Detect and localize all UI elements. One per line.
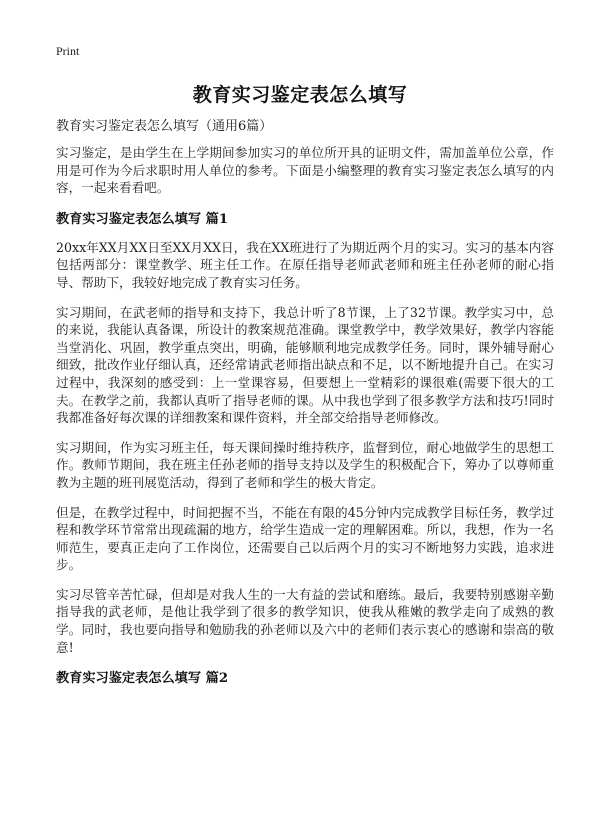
document-body bbox=[56, 118, 554, 698]
print-label: Print bbox=[56, 44, 80, 58]
section-heading-2: 教育实习鉴定表怎么填写 篇2 bbox=[56, 671, 229, 687]
section-1-paragraph-2: 实习期间，在武老师的指导和支持下，我总计听了8节课，上了32节课。教学实习中，总的来说，我能认真备课，所设计的教案规范准确。课堂教学中，教学效果好，教学内容能当堂消化、巩固，教学重点突出，明确，能够顺利地完成教学任务。同时，课外辅导耐心细致，批改作业仔细认真，还经常请武老师指出缺点和不足，以不断地提升自己。在实习过程中，我深刻的感受到：上一堂课容易，但要想上一堂精彩的课很难(需要下很大的工夫。在教学之前，我都认真听了指导老师的课。从中我也学到了很多教学方法和技巧!同时我都准备好每次课的详细教案和课件资料，并全部交给指导老师修改。 bbox=[56, 304, 554, 426]
page-title: 教育实习鉴定表怎么填写 bbox=[192, 84, 408, 106]
document-subtitle: 教育实习鉴定表怎么填写（通用6篇） bbox=[56, 119, 273, 134]
section-1-paragraph-4: 但是，在教学过程中，时间把握不当，不能在有限的45分钟内完成教学目标任务，教学过程和教学环节常常出现疏漏的地方，给学生造成一定的理解困难。所以，我想，作为一名师范生，要真正走向了工作岗位，还需要自己以后两个月的实习不断地努力实践，追求进步。 bbox=[56, 504, 554, 573]
intro-paragraph: 实习鉴定，是由学生在上学期间参加实习的单位所开具的证明文件，需加盖单位公章，作用是可作为今后求职时用人单位的参考。下面是小编整理的教育实习鉴定表怎么填写的内容，一起来看看吧。 bbox=[56, 145, 554, 196]
section-1-paragraph-3: 实习期间，作为实习班主任，每天课间操时维持秩序，监督到位，耐心地做学生的思想工作。教师节期间，我在班主任孙老师的指导支持以及学生的积极配合下，筹办了以尊师重教为主题的班刊展览活动，得到了老师和学生的极大肯定。 bbox=[56, 439, 554, 490]
section-1-paragraph-1: 20xx年XX月XX日至XX月XX日，我在XX班进行了为期近两个月的实习。实习的基本内容包括两部分：课堂教学、班主任工作。在原任指导老师武老师和班主任孙老师的耐心指导、帮助下，我较好地完成了教育实习任务。 bbox=[56, 239, 554, 290]
section-heading-1: 教育实习鉴定表怎么填写 篇1 bbox=[56, 211, 229, 227]
section-1-paragraph-5: 实习尽管辛苦忙碌，但却是对我人生的一大有益的尝试和磨练。最后，我要特别感谢辛勤指导我的武老师，是他让我学到了很多的教学知识，使我从稚嫩的教学走向了成熟的教学。同时，我也要向指导和勉励我的孙老师以及六中的老师们表示衷心的感谢和崇高的敬意! bbox=[56, 586, 554, 655]
